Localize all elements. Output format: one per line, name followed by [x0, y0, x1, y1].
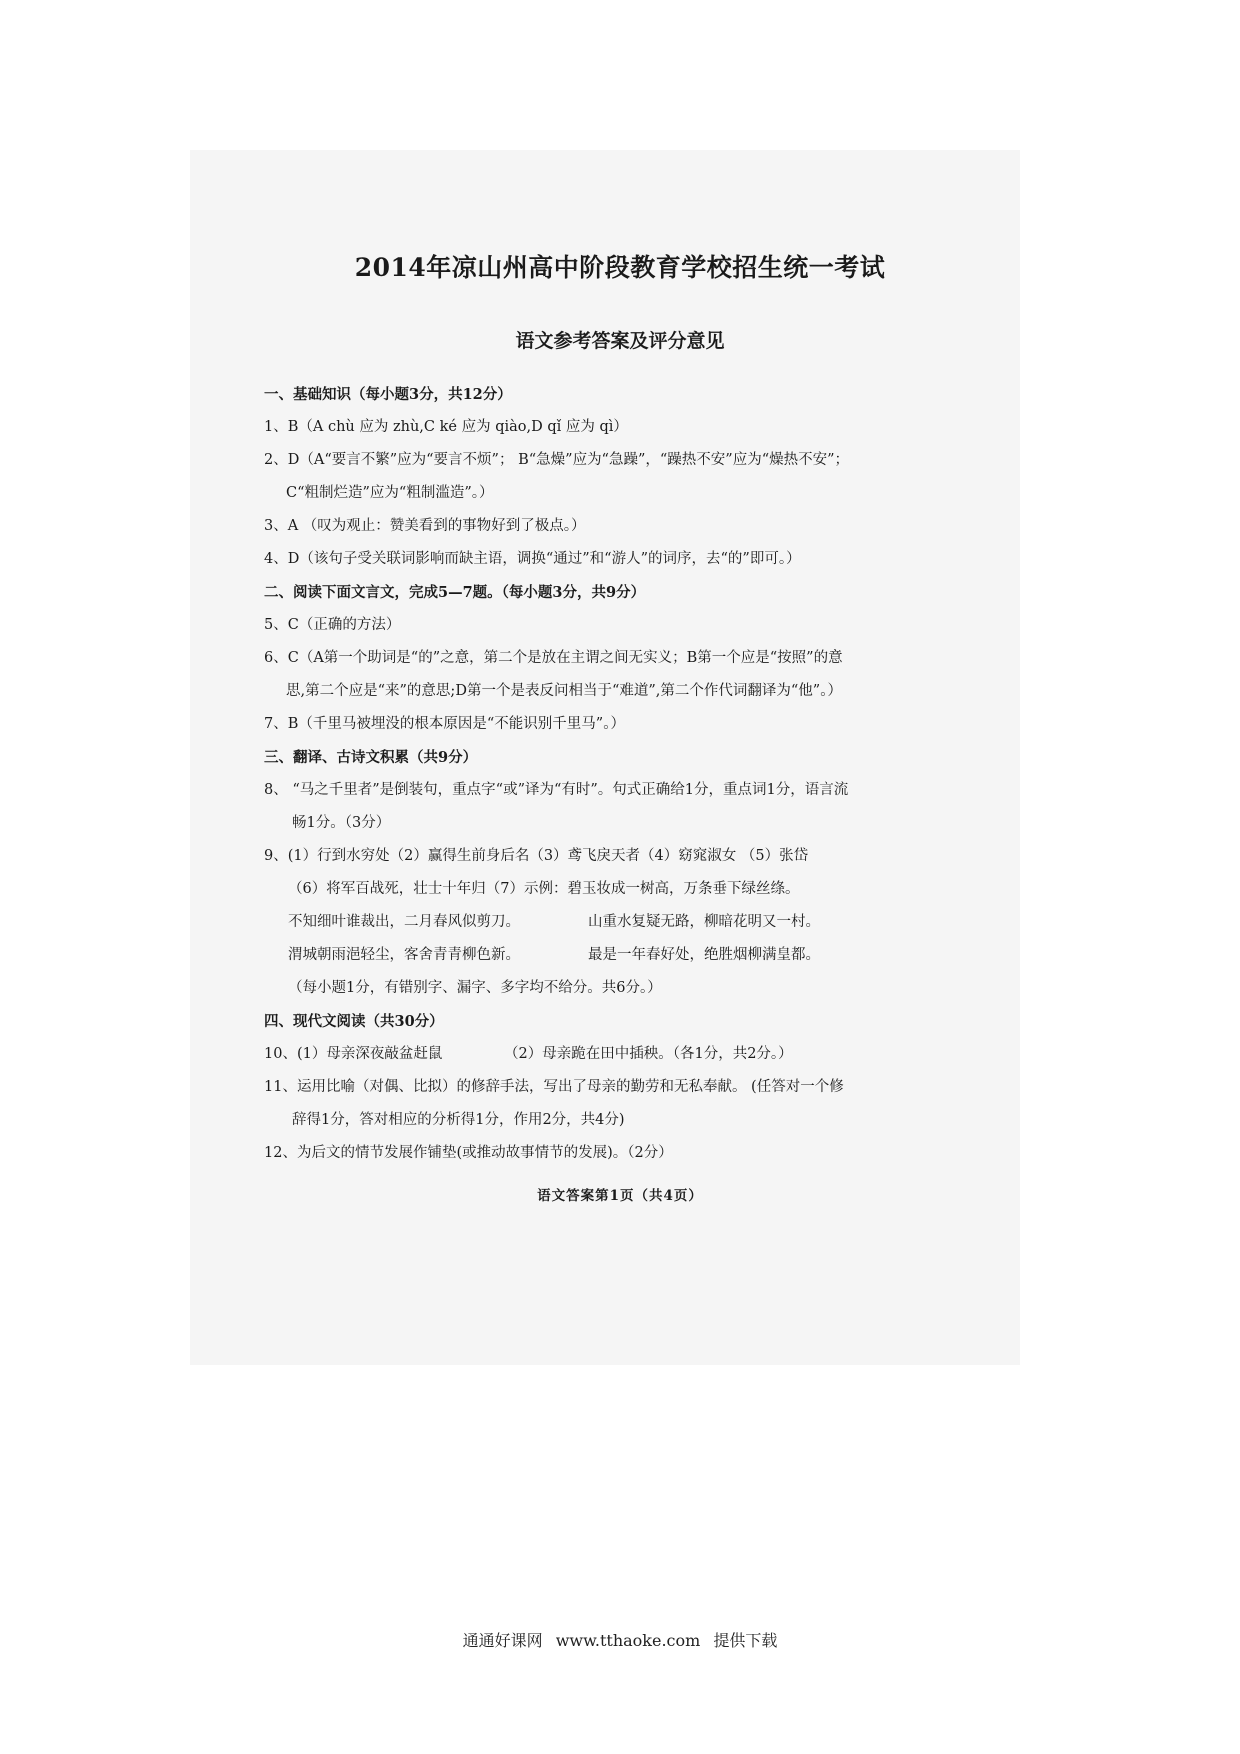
poem-pair-row	[264, 906, 924, 939]
poem-pair-row	[264, 939, 924, 972]
answer-line: 12、为后文的情节发展作铺垫(或推动故事情节的发展)。（2分）	[264, 1145, 673, 1161]
answer-line-continued: （6）将军百战死，壮士十年归（7）示例：碧玉妆成一树高，万条垂下绿丝绦。	[288, 881, 800, 897]
answer-part: 10、(1）母亲深夜敲盆赶鼠	[264, 1046, 443, 1062]
poem-line: 山重水复疑无路，柳暗花明又一村。	[588, 914, 820, 930]
document-title: 2014年凉山州高中阶段教育学校招生统一考试	[354, 253, 886, 282]
section-heading-4: 四、现代文阅读（共30分）	[264, 1013, 444, 1030]
site-footer	[0, 1628, 1240, 1651]
section-heading-2: 二、阅读下面文言文，完成5—7题。（每小题3分，共9分）	[264, 584, 646, 601]
site-suffix: 提供下载	[713, 1631, 778, 1650]
answer-line-continued: 畅1分。（3分）	[292, 815, 391, 831]
answer-line-continued: C“粗制烂造”应为“粗制滥造”。）	[286, 485, 494, 501]
answer-line: 3、A （叹为观止：赞美看到的事物好到了极点。）	[264, 518, 586, 534]
poem-line: 不知细叶谁裁出，二月春风似剪刀。	[288, 914, 520, 930]
section-heading-1: 一、基础知识（每小题3分，共12分）	[264, 386, 512, 403]
scoring-note: （每小题1分，有错别字、漏字、多字均不给分。共6分。）	[288, 980, 662, 996]
answer-line-continued: 思,第二个应是“来”的意思;D第一个是表反问相当于“难道”,第二个作代词翻译为“他”。）	[286, 683, 842, 699]
answer-part: （2）母亲跪在田中插秧。（各1分，共2分。）	[504, 1046, 793, 1062]
poem-line: 最是一年春好处，绝胜烟柳满皇都。	[588, 947, 820, 963]
answer-line: 1、B（A chù 应为 zhù,C ké 应为 qiào,D qǐ 应为 qì）	[264, 419, 628, 435]
answer-line: 7、B（千里马被埋没的根本原因是“不能识别千里马”。）	[264, 716, 625, 732]
answer-line: 8、 “马之千里者”是倒装句，重点字“或”译为“有时”。句式正确给1分，重点词1分，语言流	[264, 782, 849, 798]
answer-line	[264, 1038, 924, 1071]
site-name: 通通好课网	[462, 1631, 543, 1650]
answer-line: 2、D（A“要言不繁”应为“要言不烦”； B“急燥”应为“急躁”，“躁热不安”应为“燥热不安”；	[264, 452, 850, 468]
answer-line: 6、C（A第一个助词是“的”之意，第二个是放在主谓之间无实义；B第一个应是“按照”的意	[264, 650, 843, 666]
answer-line: 9、(1）行到水穷处（2）赢得生前身后名（3）鸢飞戾天者（4）窈窕淑女 （5）张岱	[264, 848, 809, 864]
section-heading-3: 三、翻译、古诗文积累（共9分）	[264, 749, 478, 766]
answer-line: 11、运用比喻（对偶、比拟）的修辞手法，写出了母亲的勤劳和无私奉献。 (任答对一个修	[264, 1079, 844, 1095]
answer-line: 4、D（该句子受关联词影响而缺主语，调换“通过”和“游人”的词序，去“的”即可。）	[264, 551, 801, 567]
document-subtitle: 语文参考答案及评分意见	[515, 330, 725, 352]
answer-line-continued: 辞得1分，答对相应的分析得1分，作用2分，共4分)	[292, 1112, 625, 1128]
site-url-link[interactable]: www.tthaoke.com	[555, 1631, 701, 1650]
answer-content	[264, 378, 924, 1170]
poem-line: 渭城朝雨浥轻尘，客舍青青柳色新。	[288, 947, 520, 963]
page-number-footer: 语文答案第1页（共4页）	[537, 1188, 703, 1204]
answer-line: 5、C（正确的方法）	[264, 617, 401, 633]
